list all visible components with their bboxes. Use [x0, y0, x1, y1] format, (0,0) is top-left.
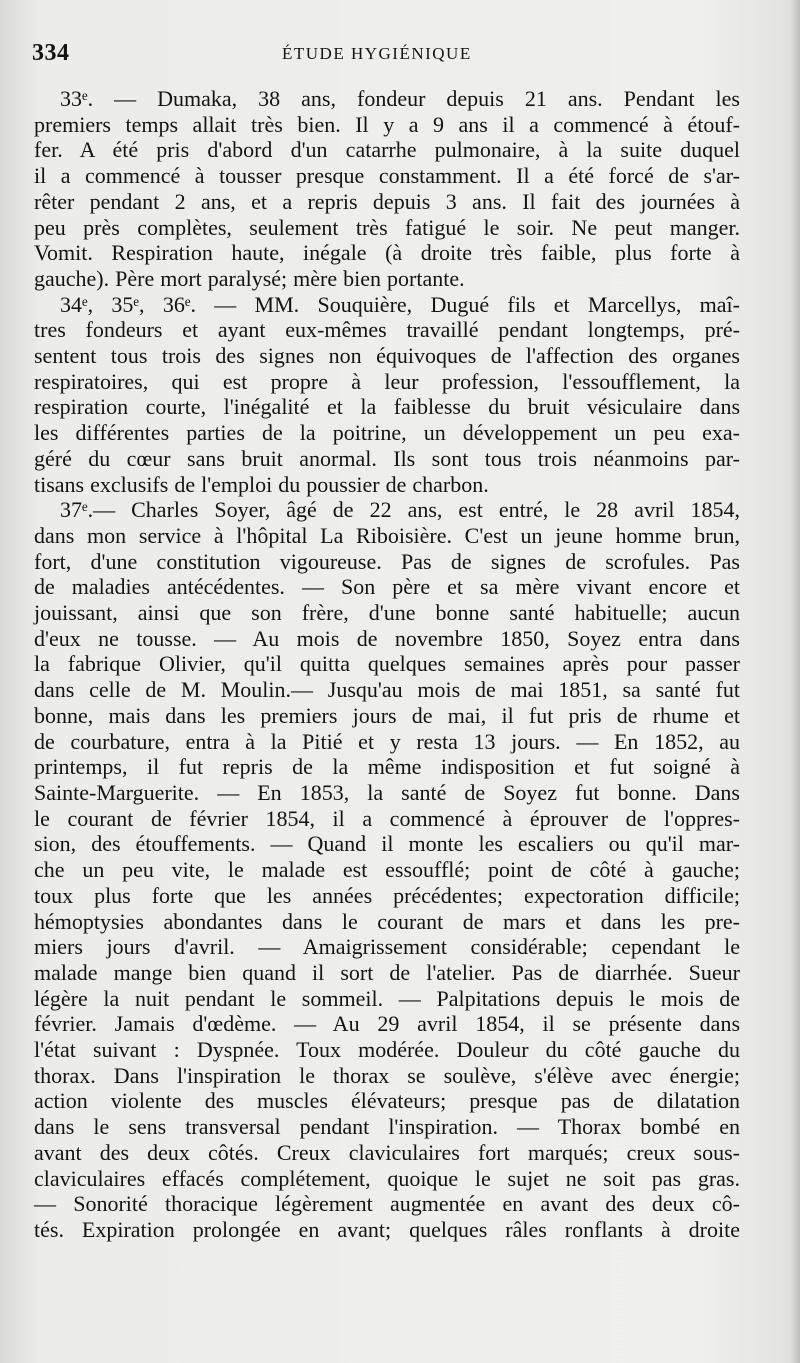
text-line: d'eux ne tousse. — Au mois de novembre 1850, Soyez entra dans — [34, 625, 740, 651]
text-line: bonne, mais dans les premiers jours de mai, il fut pris de rhume et — [34, 702, 740, 728]
paragraph-case-33 — [34, 86, 740, 292]
text-line: thorax. Dans l'inspiration le thorax se soulève, s'élève avec énergie; — [34, 1062, 740, 1088]
text-line: Vomit. Respiration haute, inégale (à droite très faible, plus forte à — [34, 240, 740, 266]
text-line: miers jours d'avril. — Amaigrissement considérable; cependant le — [34, 934, 740, 960]
text-line: action violente des muscles élévateurs; presque pas de dilatation — [34, 1088, 740, 1114]
running-head: ÉTUDE HYGIÉNIQUE — [282, 44, 472, 63]
text-line: peu près complètes, seulement très fatigué le soir. Ne peut manger. — [34, 214, 740, 240]
text-line: il a commencé à tousser presque constamment. Il a été forcé de s'ar- — [34, 163, 740, 189]
text-line: jouissant, ainsi que son frère, d'une bonne santé habituelle; aucun — [34, 600, 740, 626]
text-line: fort, d'une constitution vigoureuse. Pas de signes de scrofules. Pas — [34, 548, 740, 574]
text-line: l'état suivant : Dyspnée. Toux modérée. Douleur du côté gauche du — [34, 1037, 740, 1063]
text-line: de maladies antécédentes. — Son père et sa mère vivant encore et — [34, 574, 740, 600]
text-line: dans le sens transversal pendant l'inspiration. — Thorax bombé en — [34, 1114, 740, 1140]
text-line: premiers temps allait très bien. Il y a 9 ans il a commencé à étouf- — [34, 111, 740, 137]
text-line: hémoptysies abondantes dans le courant de mars et dans les pre- — [34, 908, 740, 934]
text-line: toux plus forte que les années précédentes; expectoration difficile; — [34, 882, 740, 908]
text-line: sion, des étouffements. — Quand il monte les escaliers ou qu'il mar- — [34, 831, 740, 857]
paragraph-case-37 — [34, 497, 740, 1242]
page-number: 334 — [32, 40, 70, 66]
text-line: fer. A été pris d'abord d'un catarrhe pulmonaire, à la suite duquel — [34, 137, 740, 163]
paragraph-cases-34-36 — [34, 292, 740, 498]
text-line: gauche). Père mort paralysé; mère bien portante. — [34, 265, 465, 291]
text-line: tisans exclusifs de l'emploi du poussier de charbon. — [34, 471, 489, 497]
body-text — [34, 86, 740, 1243]
text-line: claviculaires effacés complétement, quoique le sujet ne soit pas gras. — [34, 1165, 740, 1191]
text-line: respiratoires, qui est propre à leur profession, l'essoufflement, la — [34, 368, 740, 394]
text-line: tés. Expiration prolongée en avant; quelques râles ronflants à droite — [34, 1216, 740, 1242]
text-line: dans celle de M. Moulin.— Jusqu'au mois de mai 1851, sa santé fut — [34, 677, 740, 703]
text-line: rêter pendant 2 ans, et a repris depuis 3 ans. Il fait des journées à — [34, 188, 740, 214]
text-line: dans mon service à l'hôpital La Riboisière. C'est un jeune homme brun, — [34, 522, 740, 548]
text-line: 33ᵉ. — Dumaka, 38 ans, fondeur depuis 21 ans. Pendant les — [60, 86, 740, 111]
text-line: Sainte-Marguerite. — En 1853, la santé de Soyez fut bonne. Dans — [34, 779, 740, 805]
text-line: le courant de février 1854, il a commencé à éprouver de l'oppres- — [34, 805, 740, 831]
text-line: de courbature, entra à la Pitié et y resta 13 jours. — En 1852, au — [34, 728, 740, 754]
text-line: — Sonorité thoracique légèrement augmentée en avant des deux cô- — [34, 1191, 740, 1217]
page-header — [32, 40, 742, 70]
text-line: che un peu vite, le malade est essoufflé; point de côté à gauche; — [34, 857, 740, 883]
text-line: février. Jamais d'œdème. — Au 29 avril 1854, il se présente dans — [34, 1011, 740, 1037]
text-line: printemps, il fut repris de la même indisposition et fut soigné à — [34, 754, 740, 780]
text-line: légère la nuit pendant le sommeil. — Palpitations depuis le mois de — [34, 985, 740, 1011]
text-line: tres fondeurs et ayant eux-mêmes travaillé pendant longtemps, pré- — [34, 317, 740, 343]
text-line: les différentes parties de la poitrine, un développement un peu exa- — [34, 420, 740, 446]
text-line: géré du cœur sans bruit anormal. Ils sont tous trois néanmoins par- — [34, 445, 740, 471]
text-line: la fabrique Olivier, qu'il quitta quelques semaines après pour passer — [34, 651, 740, 677]
text-line: sentent tous trois des signes non équivoques de l'affection des organes — [34, 343, 740, 369]
text-line: 34ᵉ, 35ᵉ, 36ᵉ. — MM. Souquière, Dugué fils et Marcellys, maî- — [60, 291, 740, 317]
text-line: 37ᵉ.— Charles Soyer, âgé de 22 ans, est entré, le 28 avril 1854, — [60, 497, 740, 523]
text-line: respiration courte, l'inégalité et la faiblesse du bruit vésiculaire dans — [34, 394, 740, 420]
text-line: malade mange bien quand il sort de l'atelier. Pas de diarrhée. Sueur — [34, 959, 740, 985]
text-line: avant des deux côtés. Creux claviculaires fort marqués; creux sous- — [34, 1139, 740, 1165]
